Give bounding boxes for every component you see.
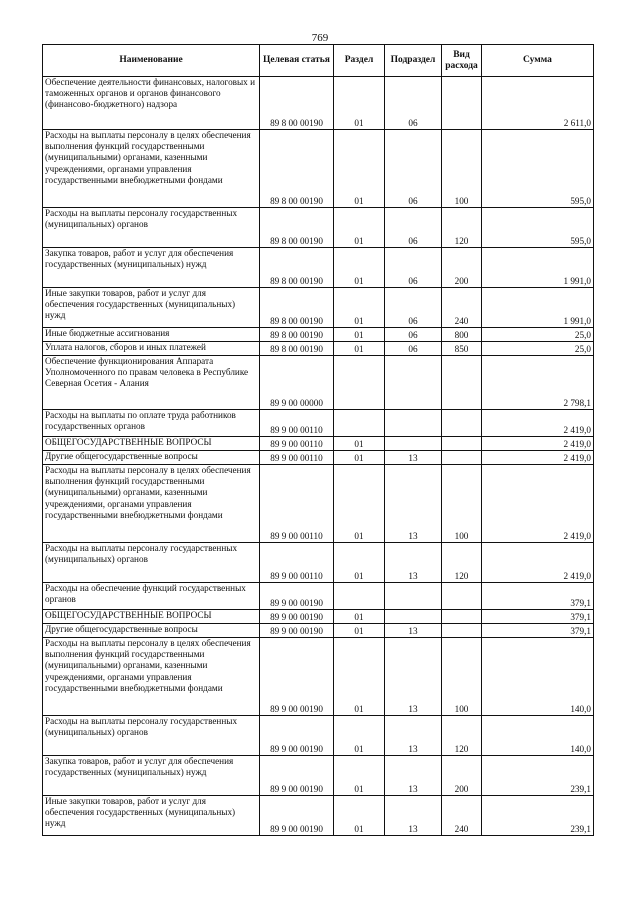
- table-row: [43, 796, 594, 836]
- cell-section: 01: [334, 451, 385, 465]
- cell-target: 89 8 00 00190: [260, 342, 334, 356]
- cell-target: 89 9 00 00190: [260, 583, 334, 610]
- cell-name: Расходы на выплаты персоналу государственных (муниципальных) органов: [43, 716, 260, 756]
- cell-expense-type: [442, 451, 482, 465]
- header-subsection: Подраздел: [385, 45, 442, 77]
- table-row: [43, 451, 594, 465]
- cell-name: Обеспечение деятельности финансовых, налоговых и таможенных органов и органов финансового (финансово-бюджетного) надзора: [43, 77, 260, 130]
- cell-expense-type: 200: [442, 756, 482, 796]
- table-row: [43, 543, 594, 583]
- cell-target: 89 9 00 00110: [260, 465, 334, 543]
- cell-sum: 239,1: [482, 756, 594, 796]
- cell-section: 01: [334, 638, 385, 716]
- cell-section: 01: [334, 796, 385, 836]
- cell-subsection: 06: [385, 288, 442, 328]
- cell-sum: 2 419,0: [482, 451, 594, 465]
- cell-subsection: [385, 583, 442, 610]
- cell-section: 01: [334, 465, 385, 543]
- cell-sum: 25,0: [482, 328, 594, 342]
- cell-sum: 239,1: [482, 796, 594, 836]
- cell-section: 01: [334, 543, 385, 583]
- cell-name: Закупка товаров, работ и услуг для обеспечения государственных (муниципальных) нужд: [43, 248, 260, 288]
- cell-expense-type: 240: [442, 288, 482, 328]
- cell-section: 01: [334, 342, 385, 356]
- cell-target: 89 9 00 00190: [260, 756, 334, 796]
- table-row: [43, 410, 594, 437]
- header-sum: Сумма: [482, 45, 594, 77]
- table-row: [43, 328, 594, 342]
- cell-sum: 1 991,0: [482, 288, 594, 328]
- table-row: [43, 756, 594, 796]
- page-number: 769: [311, 32, 329, 44]
- cell-section: 01: [334, 437, 385, 451]
- cell-sum: 2 419,0: [482, 543, 594, 583]
- cell-section: [334, 583, 385, 610]
- header-section: Раздел: [334, 45, 385, 77]
- cell-expense-type: 100: [442, 638, 482, 716]
- table-row: [43, 356, 594, 410]
- cell-name: Расходы на выплаты по оплате труда работников государственных органов: [43, 410, 260, 437]
- cell-name: Закупка товаров, работ и услуг для обеспечения государственных (муниципальных) нужд: [43, 756, 260, 796]
- table-row: [43, 610, 594, 624]
- cell-name: Иные закупки товаров, работ и услуг для обеспечения государственных (муниципальных) нужд: [43, 288, 260, 328]
- cell-section: 01: [334, 288, 385, 328]
- cell-subsection: 06: [385, 328, 442, 342]
- cell-sum: 2 798,1: [482, 356, 594, 410]
- header-row: [43, 45, 594, 77]
- table-body: [43, 77, 594, 836]
- cell-expense-type: [442, 410, 482, 437]
- cell-target: 89 9 00 00190: [260, 624, 334, 638]
- cell-subsection: 13: [385, 451, 442, 465]
- cell-expense-type: [442, 624, 482, 638]
- cell-subsection: [385, 356, 442, 410]
- cell-name: Расходы на обеспечение функций государственных органов: [43, 583, 260, 610]
- cell-sum: 595,0: [482, 208, 594, 248]
- cell-name: Расходы на выплаты персоналу в целях обеспечения выполнения функций государственными (муниципальными) органами, казенными учреждениями, органами управления государственными внебюджетными фондами: [43, 638, 260, 716]
- cell-sum: 2 611,0: [482, 77, 594, 130]
- cell-expense-type: [442, 583, 482, 610]
- cell-subsection: 13: [385, 465, 442, 543]
- header-name: Наименование: [43, 45, 260, 77]
- cell-target: 89 9 00 00190: [260, 796, 334, 836]
- cell-expense-type: 240: [442, 796, 482, 836]
- cell-sum: 2 419,0: [482, 410, 594, 437]
- cell-name: Уплата налогов, сборов и иных платежей: [43, 342, 260, 356]
- table-row: [43, 288, 594, 328]
- cell-section: 01: [334, 328, 385, 342]
- cell-expense-type: 100: [442, 465, 482, 543]
- cell-target: 89 9 00 00190: [260, 716, 334, 756]
- cell-name: Расходы на выплаты персоналу в целях обеспечения выполнения функций государственными (муниципальными) органами, казенными учреждениями, органами управления государственными внебюджетными фондами: [43, 130, 260, 208]
- cell-subsection: 06: [385, 77, 442, 130]
- cell-name: ОБЩЕГОСУДАРСТВЕННЫЕ ВОПРОСЫ: [43, 610, 260, 624]
- cell-subsection: 13: [385, 756, 442, 796]
- table-row: [43, 342, 594, 356]
- cell-expense-type: [442, 437, 482, 451]
- cell-sum: 379,1: [482, 583, 594, 610]
- cell-name: Расходы на выплаты персоналу государственных (муниципальных) органов: [43, 208, 260, 248]
- table-row: [43, 716, 594, 756]
- budget-table: [42, 44, 594, 836]
- cell-subsection: 13: [385, 796, 442, 836]
- cell-expense-type: 100: [442, 130, 482, 208]
- cell-subsection: 06: [385, 248, 442, 288]
- cell-sum: 2 419,0: [482, 465, 594, 543]
- cell-sum: 379,1: [482, 610, 594, 624]
- cell-target: 89 9 00 00000: [260, 356, 334, 410]
- cell-section: 01: [334, 610, 385, 624]
- table-row: [43, 208, 594, 248]
- cell-section: 01: [334, 77, 385, 130]
- cell-section: 01: [334, 208, 385, 248]
- cell-target: 89 8 00 00190: [260, 77, 334, 130]
- header-expense-type: Вид расхода: [442, 45, 482, 77]
- cell-sum: 140,0: [482, 638, 594, 716]
- cell-expense-type: 800: [442, 328, 482, 342]
- cell-section: 01: [334, 716, 385, 756]
- cell-sum: 140,0: [482, 716, 594, 756]
- cell-subsection: 13: [385, 624, 442, 638]
- cell-section: 01: [334, 248, 385, 288]
- cell-name: Иные бюджетные ассигнования: [43, 328, 260, 342]
- cell-section: 01: [334, 756, 385, 796]
- cell-section: 01: [334, 130, 385, 208]
- cell-target: 89 8 00 00190: [260, 208, 334, 248]
- table-row: [43, 130, 594, 208]
- cell-subsection: [385, 410, 442, 437]
- cell-subsection: [385, 610, 442, 624]
- cell-expense-type: 200: [442, 248, 482, 288]
- cell-target: 89 9 00 00110: [260, 543, 334, 583]
- header-target: Целевая статья: [260, 45, 334, 77]
- cell-section: [334, 410, 385, 437]
- cell-sum: 379,1: [482, 624, 594, 638]
- cell-target: 89 9 00 00190: [260, 638, 334, 716]
- cell-subsection: 06: [385, 208, 442, 248]
- cell-section: 01: [334, 624, 385, 638]
- cell-subsection: 06: [385, 130, 442, 208]
- cell-expense-type: [442, 77, 482, 130]
- cell-name: ОБЩЕГОСУДАРСТВЕННЫЕ ВОПРОСЫ: [43, 437, 260, 451]
- cell-sum: 25,0: [482, 342, 594, 356]
- table-row: [43, 638, 594, 716]
- cell-name: Другие общегосударственные вопросы: [43, 624, 260, 638]
- cell-sum: 595,0: [482, 130, 594, 208]
- cell-sum: 1 991,0: [482, 248, 594, 288]
- cell-subsection: 13: [385, 543, 442, 583]
- cell-name: Иные закупки товаров, работ и услуг для обеспечения государственных (муниципальных) нужд: [43, 796, 260, 836]
- cell-expense-type: 850: [442, 342, 482, 356]
- cell-expense-type: 120: [442, 543, 482, 583]
- table-row: [43, 77, 594, 130]
- cell-target: 89 9 00 00110: [260, 410, 334, 437]
- table-row: [43, 437, 594, 451]
- table-row: [43, 248, 594, 288]
- cell-subsection: 13: [385, 716, 442, 756]
- cell-expense-type: 120: [442, 208, 482, 248]
- cell-name: Расходы на выплаты персоналу в целях обеспечения выполнения функций государственными (муниципальными) органами, казенными учреждениями, органами управления государственными внебюджетными фондами: [43, 465, 260, 543]
- cell-target: 89 9 00 00110: [260, 437, 334, 451]
- cell-name: Расходы на выплаты персоналу государственных (муниципальных) органов: [43, 543, 260, 583]
- cell-target: 89 9 00 00110: [260, 451, 334, 465]
- cell-subsection: 13: [385, 638, 442, 716]
- cell-section: [334, 356, 385, 410]
- cell-target: 89 8 00 00190: [260, 328, 334, 342]
- cell-name: Обеспечение функционирования Аппарата Уполномоченного по правам человека в Республике Северная Осетия - Алания: [43, 356, 260, 410]
- table-row: [43, 465, 594, 543]
- cell-target: 89 8 00 00190: [260, 248, 334, 288]
- cell-target: 89 8 00 00190: [260, 288, 334, 328]
- table-row: [43, 583, 594, 610]
- cell-subsection: [385, 437, 442, 451]
- cell-target: 89 9 00 00190: [260, 610, 334, 624]
- cell-expense-type: [442, 356, 482, 410]
- cell-sum: 2 419,0: [482, 437, 594, 451]
- cell-expense-type: [442, 610, 482, 624]
- cell-target: 89 8 00 00190: [260, 130, 334, 208]
- cell-subsection: 06: [385, 342, 442, 356]
- cell-expense-type: 120: [442, 716, 482, 756]
- cell-name: Другие общегосударственные вопросы: [43, 451, 260, 465]
- table-row: [43, 624, 594, 638]
